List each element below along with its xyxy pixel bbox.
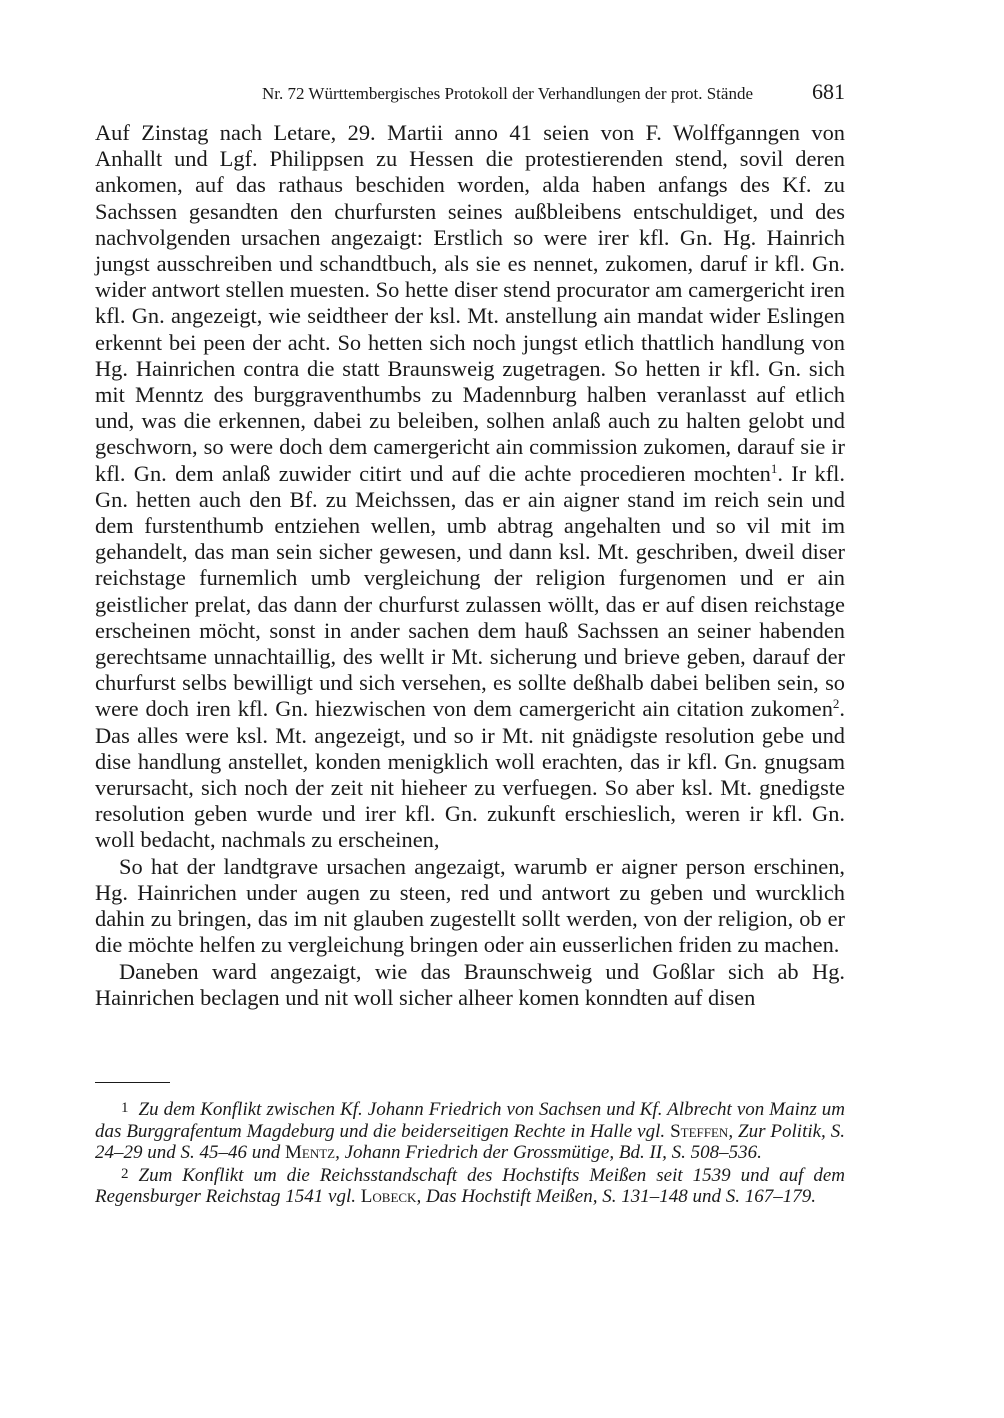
footnote-2-text-a: Zum Konflikt um die Reichsstandschaft des Hochstifts Meißen seit 1539 und auf dem Regensburger Reichstag 1541 vgl.	[95, 1164, 845, 1207]
footnote-1-text-a: Zu dem Konflikt zwischen Kf. Johann Friedrich von Sachsen und Kf. Albrecht von Mainz um das Burggrafentum Magdeburg und die beiderseitigen Rechte in Halle vgl.	[95, 1099, 845, 1142]
footnote-2-text-b: , Das Hochstift Meißen, S. 131–148 und S. 167–179.	[416, 1186, 816, 1207]
footnote-1-author-b: Mentz	[285, 1142, 336, 1163]
footnote-2	[95, 1164, 845, 1208]
footnote-1-text-b: , Zur Politik, S. 24–29 und S. 45–46 und	[95, 1120, 845, 1163]
footnote-1-number: 1	[121, 1100, 129, 1116]
footnote-1-author-a: Steffen	[670, 1120, 729, 1142]
paragraph-1-part-c: . Das alles were ksl. Mt. angezeigt, und so ir Mt. nit gnädigste resolution gebe und dise handlung anstellet, konden menigklich woll erachten, das ir kfl. Gn. gnugsam verursacht, sich noch der zeit nit hieheer zu verfuegen. So aber ksl. Mt. gnedigste resolution geben wurde und irer kfl. Gn. zukunft erschieslich, weren ir kfl. Gn. woll bedacht, nachmals zu erscheinen,	[95, 696, 845, 853]
paragraph-3: Daneben ward angezaigt, wie das Braunschweig und Goßlar sich ab Hg. Hainrichen beclagen und nit woll sicher alheer komen konndten auf disen	[95, 958, 845, 1010]
footnote-ref-2[interactable]: 2	[832, 696, 840, 712]
footnote-2-number: 2	[121, 1165, 129, 1182]
footnotes	[95, 1098, 845, 1208]
footnote-ref-1[interactable]: 1	[770, 460, 778, 476]
footnote-1	[95, 1098, 845, 1164]
paragraph-1	[95, 120, 845, 854]
paragraph-1-part-b: . Ir kfl. Gn. hetten auch den Bf. zu Meichssen, das er ain aigner stand im reich sein und dem furstenthumb entziehen wellen, umb abtrag angehalten und so vil mit im gehandelt, das man sein sicher gewesen, und dann ksl. Mt. geschriben, dweil diser reichstage furnemlich umb vergleichung der religion furgenomen und er ain geistlicher prelat, das dann der churfurst zulassen wöllt, das er auf disen reichstage erscheinen möcht, sonst in ander sachen dem hauß Sachssen an seiner habenden gerechtsame unnachtaillig, des wellt ir Mt. sicherung und brieve geben, darauf der churfurst selbs bewilligt und sich versehen, es sollte deßhalb dabei beliben sein, so were doch iren kfl. Gn. hiezwischen von dem camergericht ain citation zukomen	[95, 460, 845, 722]
page-number: 681	[812, 79, 845, 104]
paragraph-1-part-a: Auf Zinstag nach Letare, 29. Martii anno 41 seien von F. Wolffganngen von Anhallt und Lgf. Philippsen zu Hessen die protestierenden stend, sovil deren ankomen, auf das rathaus beschiden worden, alda haben anfangs des Kf. zu Sachssen gesandten den churfursten seines außbleibens entschuldiget, und des nachvolgenden ursachen angezaigt: Erstlich so were irer kfl. Gn. Hg. Hainrich jungst ausschreiben und schandtbuch, als sie es nennet, zukomen, daruf ir kfl. Gn. wider antwort stellen muesten. So hette diser stend procurator am camergericht iren kfl. Gn. angezeigt, wie seidtheer der ksl. Mt. anstellung ain mandat wider Eslingen erkennt bei peen der acht. So hetten sich noch jungst etlich thattlich handlung von Hg. Hainrichen contra die statt Braunsweig zugetragen. So hetten ir kfl. Gn. sich mit Menntz des burggraventhumbs zu Madennburg halben veranlasst auf etlich und, was die erkennen, dabei zu beleiben, solhen anlaß auch zu halten gelobt und geschworn, so were doch dem camergericht ain commission zukomen, darauf sie ir kfl. Gn. dem anlaß zuwider citirt und auf die achte procedieren mochten	[95, 120, 845, 486]
paragraph-2: So hat der landtgrave ursachen angezaigt, warumb er aigner person erschinen, Hg. Hainrichen under augen zu steen, red und antwort zu geben und wurcklich dahin zu bringen, das im nit glauben zugestellt sollt werden, von der religion, ob er die möchte helfen zu vergleichung bringen oder ain eusserlichen friden zu machen.	[95, 853, 845, 958]
footnote-divider	[95, 1082, 170, 1083]
footnote-2-author-a: Lobeck	[360, 1186, 417, 1207]
running-header	[95, 80, 845, 110]
main-text	[95, 120, 845, 1011]
running-title: Nr. 72 Württembergisches Protokoll der Verhandlungen der prot. Stände	[261, 84, 753, 103]
footnote-1-text-c: , Johann Friedrich der Grossmütige, Bd. II, S. 508–536.	[335, 1142, 762, 1163]
